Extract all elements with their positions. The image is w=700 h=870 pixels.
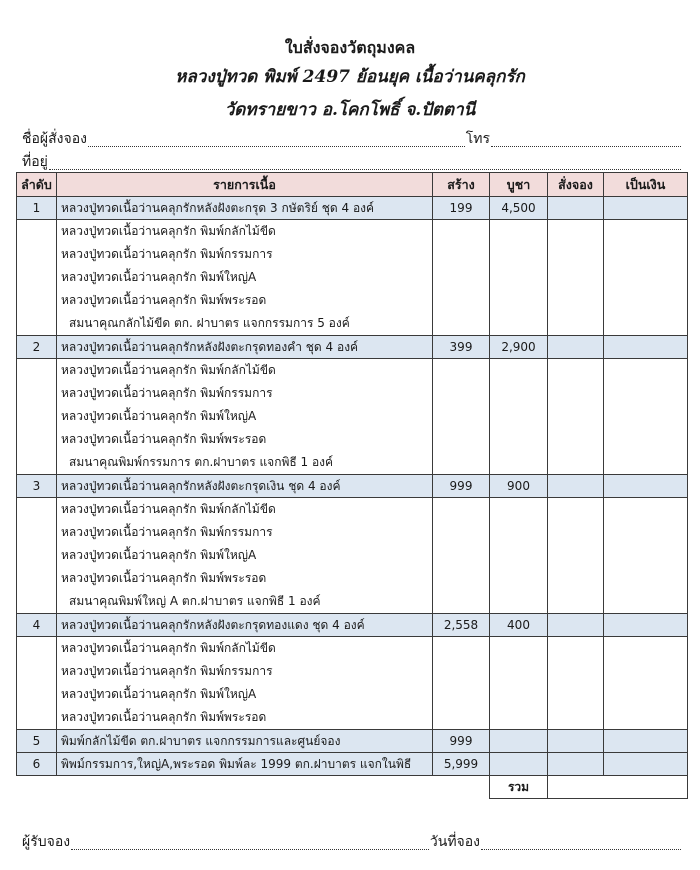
row-made: 199 bbox=[433, 197, 490, 220]
total-value bbox=[548, 776, 688, 799]
form-title: ใบสั่งจองวัตถุมงคล bbox=[284, 38, 416, 57]
col-header-item: รายการเนื้อ bbox=[57, 173, 433, 197]
sub-item: หลวงปู่ทวดเนื้อว่านคลุกรัก พิมพ์กลักไม้ขีด bbox=[57, 359, 433, 383]
row-item: หลวงปู่ทวดเนื้อว่านคลุกรักหลังฝังตะกรุดทองคำ ชุด 4 องค์ bbox=[57, 336, 433, 359]
row-made: 2,558 bbox=[433, 614, 490, 637]
sub-row bbox=[17, 567, 688, 590]
sub-row bbox=[17, 660, 688, 683]
address-field[interactable] bbox=[49, 168, 681, 170]
row-item: หลวงปู่ทวดเนื้อว่านคลุกรักหลังฝังตะกรุดทองแดง ชุด 4 องค์ bbox=[57, 614, 433, 637]
col-header-made: สร้าง bbox=[433, 173, 490, 197]
col-header-amount: เป็นเงิน bbox=[604, 173, 688, 197]
row-no: 5 bbox=[17, 730, 57, 753]
row-item: หลวงปู่ทวดเนื้อว่านคลุกรักหลังฝังตะกรุด 3 กษัตริย์ ชุด 4 องค์ bbox=[57, 197, 433, 220]
row-price: 2,900 bbox=[490, 336, 548, 359]
row-amount bbox=[604, 475, 688, 498]
date-field[interactable] bbox=[481, 848, 681, 850]
row-order-input[interactable] bbox=[548, 614, 604, 637]
row-order-input[interactable] bbox=[548, 197, 604, 220]
row-amount bbox=[604, 753, 688, 776]
row-item: พิมพ์กลักไม้ขีด ตก.ฝาบาตร แจกกรรมการและศูนย์จอง bbox=[57, 730, 433, 753]
table-row bbox=[17, 730, 688, 753]
sub-item: หลวงปู่ทวดเนื้อว่านคลุกรัก พิมพ์กรรมการ bbox=[57, 660, 433, 683]
sub-item: หลวงปู่ทวดเนื้อว่านคลุกรัก พิมพ์กรรมการ bbox=[57, 243, 433, 266]
receiver-field[interactable] bbox=[71, 848, 429, 850]
sub-item: หลวงปู่ทวดเนื้อว่านคลุกรัก พิมพ์ใหญ่A bbox=[57, 544, 433, 567]
row-no: 6 bbox=[17, 753, 57, 776]
table-row bbox=[17, 753, 688, 776]
sub-row bbox=[17, 359, 688, 383]
table-row bbox=[17, 475, 688, 498]
row-no: 2 bbox=[17, 336, 57, 359]
bonus-note: สมนาคุณพิมพ์ใหญ่ A ตก.ฝาบาตร แจกพิธี 1 องค์ bbox=[57, 590, 433, 614]
row-order-input[interactable] bbox=[548, 336, 604, 359]
row-order-input[interactable] bbox=[548, 475, 604, 498]
table-row bbox=[17, 197, 688, 220]
sub-row bbox=[17, 428, 688, 451]
row-amount bbox=[604, 614, 688, 637]
col-header-order: สั่งจอง bbox=[548, 173, 604, 197]
row-price bbox=[490, 730, 548, 753]
row-made: 5,999 bbox=[433, 753, 490, 776]
row-amount bbox=[604, 730, 688, 753]
sub-row bbox=[17, 521, 688, 544]
sub-row bbox=[17, 266, 688, 289]
phone-label: โทร bbox=[465, 130, 490, 146]
sub-item: หลวงปู่ทวดเนื้อว่านคลุกรัก พิมพ์ใหญ่A bbox=[57, 266, 433, 289]
col-header-price: บูชา bbox=[490, 173, 548, 197]
row-item: หลวงปู่ทวดเนื้อว่านคลุกรักหลังฝังตะกรุดเงิน ชุด 4 องค์ bbox=[57, 475, 433, 498]
sub-item: หลวงปู่ทวดเนื้อว่านคลุกรัก พิมพ์พระรอด bbox=[57, 567, 433, 590]
sub-row bbox=[17, 220, 688, 244]
row-no: 1 bbox=[17, 197, 57, 220]
sub-row-note bbox=[17, 312, 688, 336]
order-table bbox=[16, 172, 688, 799]
receiver-label: ผู้รับจอง bbox=[22, 833, 71, 849]
total-label: รวม bbox=[490, 776, 548, 799]
row-price: 900 bbox=[490, 475, 548, 498]
sub-item: หลวงปู่ทวดเนื้อว่านคลุกรัก พิมพ์ใหญ่A bbox=[57, 405, 433, 428]
address-line bbox=[22, 151, 682, 173]
row-made: 399 bbox=[433, 336, 490, 359]
col-header-no: ลำดับ bbox=[17, 173, 57, 197]
temple-name: วัดทรายขาว อ.โคกโพธิ์ จ.ปัตตานี bbox=[224, 100, 476, 120]
row-no: 3 bbox=[17, 475, 57, 498]
sub-item: หลวงปู่ทวดเนื้อว่านคลุกรัก พิมพ์กรรมการ bbox=[57, 382, 433, 405]
row-price: 400 bbox=[490, 614, 548, 637]
date-label: วันที่จอง bbox=[429, 833, 480, 849]
sub-row bbox=[17, 637, 688, 661]
sub-item: หลวงปู่ทวดเนื้อว่านคลุกรัก พิมพ์ใหญ่A bbox=[57, 683, 433, 706]
sub-row bbox=[17, 544, 688, 567]
orderer-line bbox=[22, 128, 682, 150]
orderer-label: ชื่อผู้สั่งจอง bbox=[22, 130, 87, 146]
row-order-input[interactable] bbox=[548, 753, 604, 776]
sub-row bbox=[17, 382, 688, 405]
sub-row bbox=[17, 405, 688, 428]
sub-item: หลวงปู่ทวดเนื้อว่านคลุกรัก พิมพ์กลักไม้ขีด bbox=[57, 637, 433, 661]
sub-item: หลวงปู่ทวดเนื้อว่านคลุกรัก พิมพ์พระรอด bbox=[57, 706, 433, 730]
sub-row bbox=[17, 243, 688, 266]
receiver-line bbox=[22, 831, 682, 853]
phone-field[interactable] bbox=[491, 145, 681, 147]
sub-row bbox=[17, 706, 688, 730]
sub-row-note bbox=[17, 451, 688, 475]
row-made: 999 bbox=[433, 730, 490, 753]
sub-row bbox=[17, 289, 688, 312]
row-order-input[interactable] bbox=[548, 730, 604, 753]
orderer-name-field[interactable] bbox=[88, 145, 465, 147]
form-subtitle: หลวงปู่ทวด พิมพ์ 2497 ย้อนยุค เนื้อว่านคลุกรัก bbox=[175, 67, 525, 87]
row-item: พิพม์กรรมการ,ใหญ่A,พระรอด พิมพ์ละ 1999 ตก.ฝาบาตร แจกในพิธี bbox=[57, 753, 433, 776]
table-header-row bbox=[17, 173, 688, 197]
sub-row-note bbox=[17, 590, 688, 614]
sub-row bbox=[17, 683, 688, 706]
bonus-note: สมนาคุณกลักไม้ขีด ตก. ฝาบาตร แจกกรรมการ 5 องค์ bbox=[57, 312, 433, 336]
address-label: ที่อยู่ bbox=[22, 153, 48, 169]
sub-item: หลวงปู่ทวดเนื้อว่านคลุกรัก พิมพ์กรรมการ bbox=[57, 521, 433, 544]
sub-item: หลวงปู่ทวดเนื้อว่านคลุกรัก พิมพ์พระรอด bbox=[57, 289, 433, 312]
sub-item: หลวงปู่ทวดเนื้อว่านคลุกรัก พิมพ์พระรอด bbox=[57, 428, 433, 451]
row-amount bbox=[604, 336, 688, 359]
total-row bbox=[17, 776, 688, 799]
bonus-note: สมนาคุณพิมพ์กรรมการ ตก.ฝาบาตร แจกพิธี 1 องค์ bbox=[57, 451, 433, 475]
row-amount bbox=[604, 197, 688, 220]
table-row bbox=[17, 614, 688, 637]
row-price bbox=[490, 753, 548, 776]
row-price: 4,500 bbox=[490, 197, 548, 220]
sub-row bbox=[17, 498, 688, 522]
table-row bbox=[17, 336, 688, 359]
row-no: 4 bbox=[17, 614, 57, 637]
row-made: 999 bbox=[433, 475, 490, 498]
sub-item: หลวงปู่ทวดเนื้อว่านคลุกรัก พิมพ์กลักไม้ขีด bbox=[57, 498, 433, 522]
sub-item: หลวงปู่ทวดเนื้อว่านคลุกรัก พิมพ์กลักไม้ขีด bbox=[57, 220, 433, 244]
